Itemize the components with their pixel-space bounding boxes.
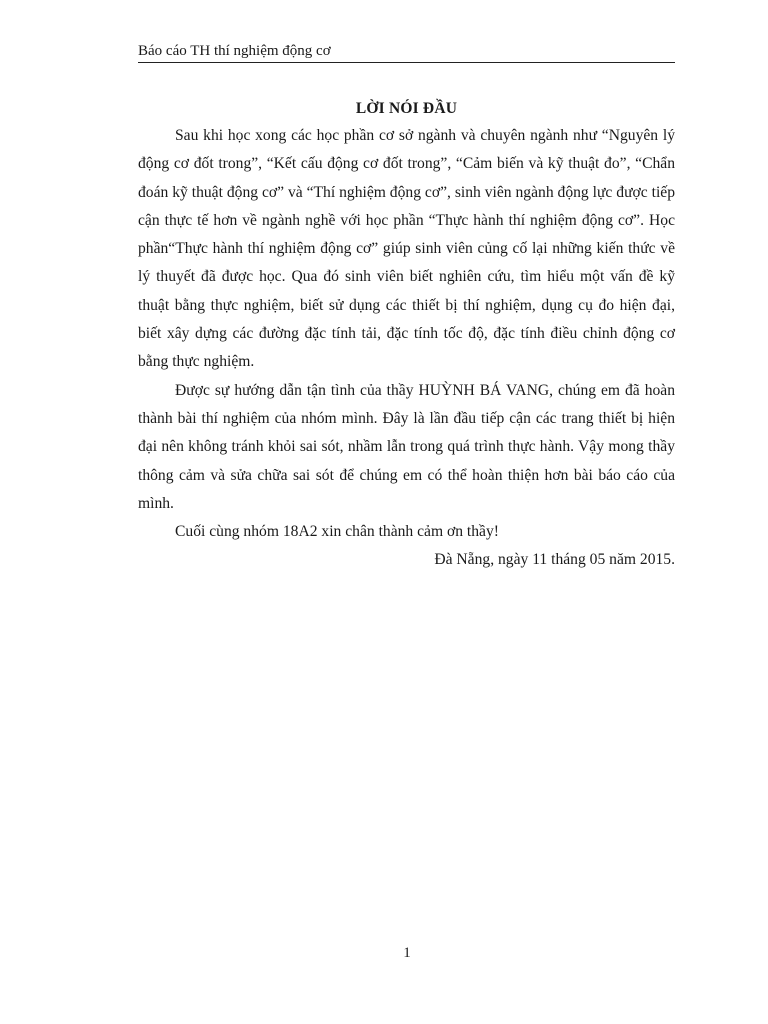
paragraph-acknowledgement: Được sự hướng dẫn tận tình của thầy HUỲNH BÁ VANG, chúng em đã hoàn thành bài thí nghiệm của nhóm mình. Đây là lần đầu tiếp cận các trang thiết bị hiện đại nên không tránh khỏi sai sót, nhầm lẫn trong quá trình thực hành. Vậy mong thầy thông cảm và sửa chữa sai sót để chúng em có thể hoàn thiện hơn bài báo cáo của mình.	[138, 381, 675, 512]
running-header: Báo cáo TH thí nghiệm động cơ	[138, 43, 331, 59]
signoff-date: Đà Nẵng, ngày 11 tháng 05 năm 2015.	[434, 551, 675, 569]
page-number: 1	[403, 945, 411, 961]
header-rule	[138, 62, 675, 63]
body-text	[138, 122, 675, 575]
page-title: LỜI NÓI ĐẦU	[355, 100, 458, 117]
paragraph-introduction: Sau khi học xong các học phần cơ sở ngành và chuyên ngành như “Nguyên lý động cơ đốt trong”, “Kết cấu động cơ đốt trong”, “Cảm biến và kỹ thuật đo”, “Chẩn đoán kỹ thuật động cơ” và “Thí nghiệm động cơ”, sinh viên ngành động lực được tiếp cận thực tế hơn về ngành nghề với học phần “Thực hành thí nghiệm động cơ”. Học phần“Thực hành thí nghiệm động cơ” giúp sinh viên củng cố lại những kiến thức về lý thuyết đã được học. Qua đó sinh viên biết nghiên cứu, tìm hiểu một vấn đề kỹ thuật bằng thực nghiệm, biết sử dụng các thiết bị thí nghiệm, dụng cụ đo hiện đại, biết xây dựng các đường đặc tính tải, đặc tính tốc độ, đặc tính điều chỉnh động cơ bằng thực nghiệm.	[138, 127, 675, 371]
paragraph-thanks: Cuối cùng nhóm 18A2 xin chân thành cảm ơn thầy!	[175, 523, 499, 541]
